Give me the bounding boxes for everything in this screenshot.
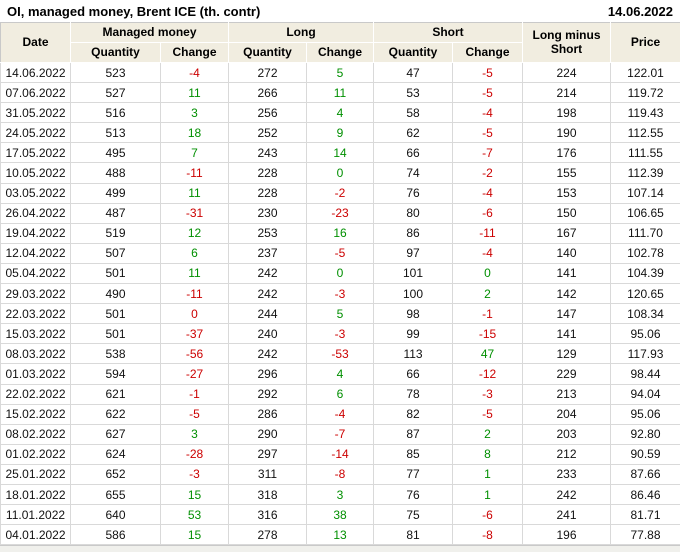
mm-quantity-cell: 501 [71,304,161,324]
short-change-cell: -5 [453,63,523,83]
long-minus-short-cell: 198 [523,103,611,123]
price-cell: 98.44 [611,364,680,384]
price-cell: 86.46 [611,484,680,504]
mm-change-cell: -5 [161,404,229,424]
short-quantity-cell: 81 [374,525,453,545]
price-cell: 119.72 [611,83,680,103]
short-quantity-cell: 47 [374,63,453,83]
short-change-cell: -11 [453,223,523,243]
short-quantity-cell: 76 [374,183,453,203]
date-cell: 11.01.2022 [1,505,71,525]
mm-change-cell: 6 [161,243,229,263]
long-quantity-cell: 253 [229,223,307,243]
table-row [1,183,680,203]
mm-quantity-cell: 655 [71,484,161,504]
date-cell: 18.01.2022 [1,484,71,504]
long-change-cell: 16 [307,223,374,243]
long-quantity-cell: 240 [229,324,307,344]
mm-change-cell: -56 [161,344,229,364]
long-change-cell: 0 [307,263,374,283]
mm-quantity-cell: 513 [71,123,161,143]
long-quantity-cell: 278 [229,525,307,545]
price-cell: 92.80 [611,424,680,444]
long-change-cell: 9 [307,123,374,143]
short-quantity-cell: 97 [374,243,453,263]
long-minus-short-cell: 213 [523,384,611,404]
mm-quantity-cell: 501 [71,263,161,283]
long-quantity-cell: 228 [229,163,307,183]
price-cell: 120.65 [611,284,680,304]
col-header-long: Long [229,23,374,43]
long-change-cell: -14 [307,444,374,464]
mm-change-cell: -28 [161,444,229,464]
price-cell: 77.88 [611,525,680,545]
mm-quantity-cell: 538 [71,344,161,364]
mm-quantity-cell: 652 [71,464,161,484]
long-minus-short-cell: 129 [523,344,611,364]
page-title: OI, managed money, Brent ICE (th. contr) [7,4,260,19]
mm-change-cell: -11 [161,163,229,183]
table-header [1,23,680,63]
long-minus-short-cell: 141 [523,324,611,344]
short-quantity-cell: 80 [374,203,453,223]
short-quantity-cell: 62 [374,123,453,143]
mm-quantity-cell: 622 [71,404,161,424]
mm-quantity-cell: 516 [71,103,161,123]
date-cell: 15.02.2022 [1,404,71,424]
table-row [1,243,680,263]
table-row [1,83,680,103]
long-change-cell: -3 [307,284,374,304]
short-change-cell: -5 [453,404,523,424]
long-quantity-cell: 242 [229,284,307,304]
mm-change-cell: 18 [161,123,229,143]
table-row [1,484,680,504]
short-change-cell: 8 [453,444,523,464]
table-row [1,143,680,163]
table-row [1,63,680,83]
short-quantity-cell: 58 [374,103,453,123]
report-date: 14.06.2022 [608,4,673,19]
col-header-short: Short [374,23,523,43]
table-row [1,263,680,283]
long-quantity-cell: 256 [229,103,307,123]
price-cell: 106.65 [611,203,680,223]
price-cell: 81.71 [611,505,680,525]
long-change-cell: -7 [307,424,374,444]
long-change-cell: -4 [307,404,374,424]
mm-change-cell: 15 [161,525,229,545]
date-cell: 01.02.2022 [1,444,71,464]
mm-change-cell: 53 [161,505,229,525]
mm-quantity-cell: 488 [71,163,161,183]
date-cell: 24.05.2022 [1,123,71,143]
mm-change-cell: 11 [161,263,229,283]
short-change-cell: 47 [453,344,523,364]
short-quantity-cell: 75 [374,505,453,525]
table-row [1,384,680,404]
table-row [1,424,680,444]
short-quantity-cell: 87 [374,424,453,444]
mm-change-cell: 0 [161,304,229,324]
long-minus-short-cell: 155 [523,163,611,183]
long-change-cell: -3 [307,324,374,344]
long-minus-short-cell: 212 [523,444,611,464]
table-row [1,464,680,484]
long-minus-short-cell: 242 [523,484,611,504]
short-change-cell: -15 [453,324,523,344]
long-change-cell: 13 [307,525,374,545]
col-header-mm-quantity: Quantity [71,43,161,63]
date-cell: 15.03.2022 [1,324,71,344]
date-cell: 25.01.2022 [1,464,71,484]
long-minus-short-cell: 214 [523,83,611,103]
long-change-cell: 14 [307,143,374,163]
price-cell: 119.43 [611,103,680,123]
short-quantity-cell: 98 [374,304,453,324]
long-change-cell: -5 [307,243,374,263]
long-minus-short-cell: 190 [523,123,611,143]
price-cell: 95.06 [611,324,680,344]
long-minus-short-cell: 140 [523,243,611,263]
long-minus-short-cell: 153 [523,183,611,203]
mm-change-cell: -3 [161,464,229,484]
price-cell: 94.04 [611,384,680,404]
long-quantity-cell: 318 [229,484,307,504]
mm-change-cell: 11 [161,183,229,203]
date-cell: 22.03.2022 [1,304,71,324]
table-row [1,223,680,243]
short-change-cell: -1 [453,304,523,324]
price-cell: 95.06 [611,404,680,424]
short-quantity-cell: 66 [374,143,453,163]
long-change-cell: 0 [307,163,374,183]
price-cell: 112.55 [611,123,680,143]
long-minus-short-cell: 196 [523,525,611,545]
table-row [1,304,680,324]
mm-quantity-cell: 594 [71,364,161,384]
col-header-date: Date [1,23,71,63]
short-change-cell: 2 [453,424,523,444]
long-quantity-cell: 242 [229,263,307,283]
col-header-price: Price [611,23,680,63]
short-quantity-cell: 66 [374,364,453,384]
date-cell: 07.06.2022 [1,83,71,103]
date-cell: 31.05.2022 [1,103,71,123]
short-change-cell: -5 [453,83,523,103]
date-cell: 12.04.2022 [1,243,71,263]
price-cell: 112.39 [611,163,680,183]
long-change-cell: -53 [307,344,374,364]
long-quantity-cell: 311 [229,464,307,484]
col-header-long-quantity: Quantity [229,43,307,63]
short-quantity-cell: 82 [374,404,453,424]
long-quantity-cell: 244 [229,304,307,324]
table-row [1,163,680,183]
short-quantity-cell: 99 [374,324,453,344]
price-cell: 87.66 [611,464,680,484]
short-change-cell: -6 [453,203,523,223]
mm-quantity-cell: 495 [71,143,161,163]
table-row [1,123,680,143]
short-change-cell: -4 [453,103,523,123]
long-minus-short-cell: 233 [523,464,611,484]
short-quantity-cell: 77 [374,464,453,484]
date-cell: 29.03.2022 [1,284,71,304]
mm-quantity-cell: 640 [71,505,161,525]
date-cell: 04.01.2022 [1,525,71,545]
long-quantity-cell: 286 [229,404,307,424]
long-minus-short-cell: 241 [523,505,611,525]
short-quantity-cell: 76 [374,484,453,504]
price-cell: 90.59 [611,444,680,464]
long-minus-short-cell: 176 [523,143,611,163]
long-change-cell: 5 [307,63,374,83]
short-change-cell: -7 [453,143,523,163]
table-row [1,284,680,304]
mm-change-cell: -31 [161,203,229,223]
mm-quantity-cell: 523 [71,63,161,83]
mm-quantity-cell: 490 [71,284,161,304]
mm-change-cell: 3 [161,424,229,444]
table-row [1,404,680,424]
mm-quantity-cell: 621 [71,384,161,404]
date-cell: 19.04.2022 [1,223,71,243]
short-change-cell: -12 [453,364,523,384]
date-cell: 08.02.2022 [1,424,71,444]
table-row [1,344,680,364]
long-quantity-cell: 272 [229,63,307,83]
mm-change-cell: -27 [161,364,229,384]
long-change-cell: -8 [307,464,374,484]
table-row [1,324,680,344]
price-cell: 108.34 [611,304,680,324]
mm-quantity-cell: 487 [71,203,161,223]
long-quantity-cell: 266 [229,83,307,103]
short-change-cell: 1 [453,464,523,484]
date-cell: 03.05.2022 [1,183,71,203]
short-change-cell: -6 [453,505,523,525]
long-change-cell: -2 [307,183,374,203]
date-cell: 14.06.2022 [1,63,71,83]
mm-quantity-cell: 627 [71,424,161,444]
short-change-cell: -5 [453,123,523,143]
short-change-cell: 1 [453,484,523,504]
short-change-cell: -4 [453,243,523,263]
short-change-cell: -2 [453,163,523,183]
long-quantity-cell: 237 [229,243,307,263]
date-cell: 01.03.2022 [1,364,71,384]
long-change-cell: 4 [307,364,374,384]
col-header-long-minus-short: Long minus Short [523,23,611,63]
short-change-cell: -3 [453,384,523,404]
short-quantity-cell: 53 [374,83,453,103]
date-cell: 05.04.2022 [1,263,71,283]
oi-table [0,22,680,545]
long-minus-short-cell: 203 [523,424,611,444]
short-quantity-cell: 86 [374,223,453,243]
short-change-cell: -8 [453,525,523,545]
long-change-cell: 5 [307,304,374,324]
long-change-cell: 3 [307,484,374,504]
mm-change-cell: -37 [161,324,229,344]
table-row [1,364,680,384]
mm-change-cell: 15 [161,484,229,504]
date-cell: 26.04.2022 [1,203,71,223]
mm-change-cell: -1 [161,384,229,404]
long-change-cell: 6 [307,384,374,404]
long-quantity-cell: 252 [229,123,307,143]
short-change-cell: 2 [453,284,523,304]
long-quantity-cell: 242 [229,344,307,364]
long-quantity-cell: 316 [229,505,307,525]
mm-change-cell: 12 [161,223,229,243]
long-change-cell: 4 [307,103,374,123]
mm-change-cell: 7 [161,143,229,163]
col-header-short-quantity: Quantity [374,43,453,63]
col-header-mm-change: Change [161,43,229,63]
mm-quantity-cell: 499 [71,183,161,203]
mm-quantity-cell: 507 [71,243,161,263]
long-quantity-cell: 292 [229,384,307,404]
short-quantity-cell: 74 [374,163,453,183]
mm-quantity-cell: 624 [71,444,161,464]
short-quantity-cell: 113 [374,344,453,364]
long-change-cell: 11 [307,83,374,103]
price-cell: 107.14 [611,183,680,203]
short-change-cell: 0 [453,263,523,283]
long-minus-short-cell: 150 [523,203,611,223]
long-minus-short-cell: 141 [523,263,611,283]
mm-quantity-cell: 527 [71,83,161,103]
price-cell: 122.01 [611,63,680,83]
mm-quantity-cell: 501 [71,324,161,344]
long-quantity-cell: 290 [229,424,307,444]
long-minus-short-cell: 147 [523,304,611,324]
date-cell: 22.02.2022 [1,384,71,404]
table-row [1,103,680,123]
short-quantity-cell: 78 [374,384,453,404]
long-change-cell: 38 [307,505,374,525]
col-header-short-change: Change [453,43,523,63]
long-minus-short-cell: 167 [523,223,611,243]
price-cell: 117.93 [611,344,680,364]
long-minus-short-cell: 142 [523,284,611,304]
long-quantity-cell: 230 [229,203,307,223]
long-quantity-cell: 228 [229,183,307,203]
mm-change-cell: 11 [161,83,229,103]
short-quantity-cell: 85 [374,444,453,464]
long-minus-short-cell: 204 [523,404,611,424]
col-header-managed-money: Managed money [71,23,229,43]
mm-change-cell: 3 [161,103,229,123]
mm-change-cell: -11 [161,284,229,304]
mm-change-cell: -4 [161,63,229,83]
price-cell: 111.55 [611,143,680,163]
table-row [1,525,680,545]
short-quantity-cell: 101 [374,263,453,283]
mm-quantity-cell: 586 [71,525,161,545]
title-bar [0,0,680,22]
table-row [1,203,680,223]
long-quantity-cell: 296 [229,364,307,384]
date-cell: 08.03.2022 [1,344,71,364]
date-cell: 10.05.2022 [1,163,71,183]
table-body [1,63,680,545]
long-quantity-cell: 243 [229,143,307,163]
col-header-long-change: Change [307,43,374,63]
table-row [1,444,680,464]
next-row-sliver [0,545,680,552]
price-cell: 102.78 [611,243,680,263]
long-quantity-cell: 297 [229,444,307,464]
table-row [1,505,680,525]
long-minus-short-cell: 229 [523,364,611,384]
long-change-cell: -23 [307,203,374,223]
short-change-cell: -4 [453,183,523,203]
date-cell: 17.05.2022 [1,143,71,163]
price-cell: 111.70 [611,223,680,243]
short-quantity-cell: 100 [374,284,453,304]
long-minus-short-cell: 224 [523,63,611,83]
mm-quantity-cell: 519 [71,223,161,243]
price-cell: 104.39 [611,263,680,283]
